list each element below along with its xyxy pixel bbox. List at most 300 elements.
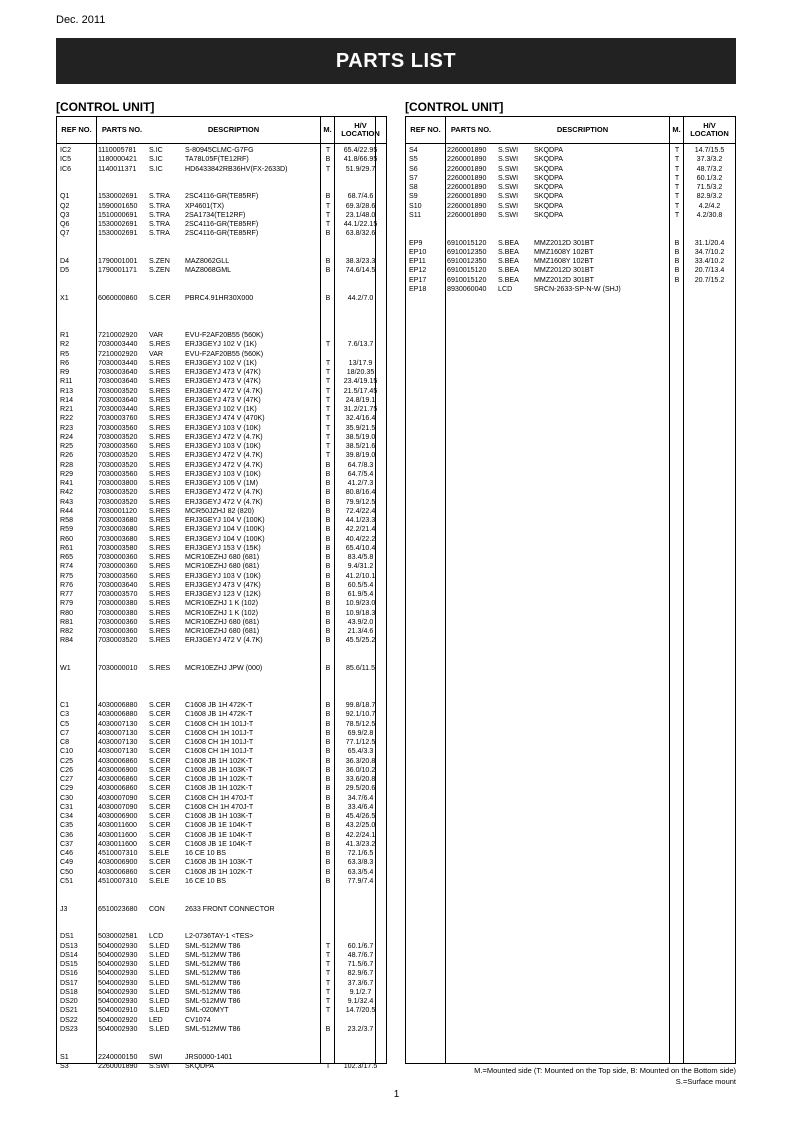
type-cell: S.SWI	[498, 210, 519, 219]
ref-cell: EP17	[409, 275, 427, 284]
type-cell: S.BEA	[498, 247, 519, 256]
ref-cell: R44	[60, 506, 74, 515]
parts-no-cell: 4030006860	[98, 756, 138, 765]
table-row	[57, 451, 386, 460]
description-cell: C1608 JB 1H 102K-T	[185, 775, 253, 783]
description-cell: C1608 JB 1H 103K-T	[185, 812, 253, 820]
ref-cell: R21	[60, 405, 74, 413]
description-cell: C1608 CH 1H 470J-T	[185, 793, 254, 802]
table-row	[57, 146, 386, 155]
parts-no-cell: 7030003520	[98, 497, 138, 506]
description-cell: 2633 FRONT CONNECTOR	[185, 904, 275, 913]
table-row	[57, 562, 386, 571]
type-cell: S.RES	[149, 534, 171, 543]
type-cell: S.ZEN	[149, 257, 170, 265]
table-row	[57, 1034, 386, 1043]
description-cell: C1608 JB 1E 104K-T	[185, 839, 253, 848]
type-cell: S.RES	[149, 451, 171, 460]
location-cell: 23.2/3.7	[347, 1024, 374, 1033]
mount-cell: T	[674, 183, 680, 191]
description-cell: MCR10EZHJ 680 (681)	[185, 617, 260, 626]
location-cell: 60.1/3.2	[696, 173, 723, 182]
table-row	[57, 1025, 386, 1034]
table-row	[406, 276, 735, 285]
type-cell: S.RES	[149, 562, 171, 571]
parts-no-cell: 6910012350	[447, 247, 487, 256]
ref-cell: C1	[60, 701, 70, 709]
location-cell: 43.2/25.0	[345, 821, 376, 830]
parts-no-cell: 7030000380	[98, 608, 138, 617]
description-cell: MCR10EZHJ 680 (681)	[185, 553, 260, 561]
parts-no-cell: 5040002930	[98, 1024, 138, 1033]
table-row	[57, 969, 386, 978]
table-row	[57, 923, 386, 932]
type-cell: S.TRA	[149, 210, 170, 219]
ref-cell: R22	[60, 414, 74, 423]
location-cell: 72.4/22.4	[345, 506, 376, 515]
description-cell: C1608 CH 1H 470J-T	[185, 802, 254, 811]
ref-cell: C30	[60, 793, 74, 802]
ref-cell: Q6	[60, 220, 70, 228]
table-header	[57, 117, 386, 144]
table-row	[57, 424, 386, 433]
table-row	[57, 303, 386, 312]
description-cell: MMZ2012D 301BT	[534, 275, 594, 284]
type-cell: S.SWI	[149, 1061, 170, 1070]
parts-no-cell: 2260001890	[447, 155, 487, 164]
ref-cell: Q1	[60, 192, 70, 201]
table-row	[57, 895, 386, 904]
type-cell: SWI	[149, 1052, 163, 1061]
location-cell: 45.4/26.5	[345, 812, 376, 820]
location-cell: 10.9/18.3	[345, 608, 376, 617]
ref-cell: C29	[60, 784, 74, 793]
description-cell: SKQDPA	[534, 173, 564, 182]
ref-cell: S10	[409, 201, 422, 210]
table-row	[57, 821, 386, 830]
parts-no-cell: 5040002930	[98, 978, 138, 987]
table-row	[57, 868, 386, 877]
parts-table-right	[405, 116, 736, 1064]
table-row	[57, 433, 386, 442]
location-cell: 20.7/15.2	[694, 275, 725, 284]
type-cell: S.CER	[149, 784, 171, 793]
type-cell: S.RES	[149, 590, 171, 598]
table-row	[406, 183, 735, 192]
table-row	[57, 220, 386, 229]
parts-no-cell: 7030003560	[98, 442, 138, 450]
header-m: M.	[323, 124, 332, 134]
location-cell: 71.5/3.2	[696, 183, 723, 191]
location-cell: 24.8/19.1	[345, 395, 376, 404]
mount-cell: T	[325, 442, 331, 450]
mount-cell: T	[325, 987, 331, 996]
mount-cell: T	[325, 423, 331, 432]
parts-no-cell: 4030011600	[98, 821, 137, 830]
type-cell: S.LED	[149, 1006, 170, 1015]
type-cell: S.RES	[149, 469, 171, 478]
ref-cell: R41	[60, 479, 74, 487]
description-cell: C1608 JB 1E 104K-T	[185, 830, 253, 839]
table-row	[57, 322, 386, 331]
table-row	[57, 757, 386, 766]
mount-cell: B	[674, 238, 680, 247]
location-cell: 10.9/23.0	[345, 599, 376, 608]
ref-cell: EP18	[409, 284, 427, 293]
type-cell: S.RES	[149, 580, 171, 589]
header-parts: PARTS NO.	[101, 124, 143, 134]
ref-cell: R24	[60, 432, 74, 441]
description-cell: ERJ3GEYJ 104 V (100K)	[185, 516, 265, 524]
mount-cell: B	[325, 590, 331, 598]
table-row	[57, 673, 386, 682]
ref-cell: C46	[60, 849, 74, 857]
location-cell: 18/20.35	[346, 368, 375, 376]
mount-cell: B	[325, 192, 331, 201]
table-row	[57, 775, 386, 784]
table-row	[406, 229, 735, 238]
type-cell: S.RES	[149, 506, 171, 515]
parts-no-cell: 5040002930	[98, 987, 138, 996]
description-cell: ERJ3GEYJ 472 V (4.7K)	[185, 488, 263, 497]
ref-cell: S9	[409, 192, 418, 201]
header-description: DESCRIPTION	[556, 124, 609, 134]
type-cell: S.RES	[149, 664, 171, 672]
mount-cell: B	[325, 747, 331, 756]
description-cell: HD6433842RB36HV(FX-2633D)	[185, 164, 288, 173]
parts-no-cell: 1790001001	[98, 257, 138, 265]
description-cell: SKQDPA	[185, 1061, 215, 1070]
description-cell: C1608 CH 1H 101J-T	[185, 719, 254, 728]
type-cell: S.CER	[149, 830, 171, 839]
type-cell: S.SWI	[498, 155, 519, 164]
type-cell: S.IC	[149, 146, 163, 154]
description-cell: C1608 JB 1H 102K-T	[185, 867, 253, 876]
parts-no-cell: 7030003560	[98, 469, 138, 478]
table-row	[57, 729, 386, 738]
mount-cell: B	[325, 738, 331, 746]
header-location: H/V LOCATION	[341, 120, 380, 138]
parts-no-cell: 5040002920	[98, 1015, 138, 1024]
mount-cell: B	[325, 756, 331, 765]
description-cell: L2-0736TAY-1 <TES>	[185, 932, 254, 941]
ref-cell: R9	[60, 368, 70, 376]
location-cell: 9.1/2.7	[349, 987, 372, 996]
parts-no-cell: 1790001171	[98, 266, 137, 275]
ref-cell: C25	[60, 756, 74, 765]
mount-cell: T	[325, 146, 331, 154]
ref-cell: C27	[60, 775, 74, 783]
parts-no-cell: 1510000691	[98, 210, 138, 219]
description-cell: 16 CE 10 BS	[185, 876, 227, 885]
parts-no-cell: 7030003520	[98, 488, 138, 497]
location-cell: 42.2/21.4	[345, 525, 376, 534]
mount-cell: B	[325, 830, 331, 839]
ref-cell: IC2	[60, 146, 72, 154]
description-cell: SKQDPA	[534, 201, 564, 210]
table-row	[57, 174, 386, 183]
mount-cell: T	[674, 192, 680, 201]
table-row	[406, 285, 735, 294]
mount-cell: B	[325, 469, 331, 478]
mount-cell: B	[325, 571, 331, 580]
location-cell: 36.0/10.2	[345, 765, 376, 774]
table-row	[57, 803, 386, 812]
header-parts: PARTS NO.	[450, 124, 492, 134]
ref-cell: R14	[60, 395, 74, 404]
type-cell: S.LED	[149, 941, 170, 950]
location-cell: 41.3/23.2	[345, 839, 376, 848]
type-cell: S.RES	[149, 516, 171, 524]
parts-no-cell: 5030002581	[98, 932, 138, 941]
location-cell: 65.4/10.4	[345, 543, 376, 552]
parts-no-cell: 5040002910	[98, 1006, 138, 1015]
table-row	[57, 350, 386, 359]
location-cell: 4.2/4.2	[698, 201, 721, 210]
description-cell: SML-512MW T86	[185, 960, 241, 968]
ref-cell: S6	[409, 164, 418, 173]
parts-no-cell: 1530002691	[98, 229, 138, 238]
table-row	[57, 544, 386, 553]
table-row	[57, 812, 386, 821]
ref-cell: R74	[60, 562, 74, 571]
location-cell: 21.3/4.6	[347, 627, 374, 635]
table-row	[57, 535, 386, 544]
table-row	[57, 997, 386, 1006]
description-cell: C1608 JB 1H 472K-T	[185, 701, 253, 709]
description-cell: MCR10EZHJ 680 (681)	[185, 627, 260, 635]
location-cell: 82.9/6.7	[347, 969, 374, 978]
header-ref: REF NO.	[61, 124, 92, 134]
type-cell: S.RES	[149, 432, 171, 441]
description-cell: 16 CE 10 BS	[185, 849, 227, 857]
ref-cell: Q2	[60, 201, 70, 210]
location-cell: 63.3/5.4	[347, 867, 374, 876]
parts-no-cell: 4030011600	[98, 839, 137, 848]
type-cell: S.BEA	[498, 238, 519, 247]
mount-cell: T	[325, 220, 331, 228]
mount-cell: B	[325, 229, 331, 238]
mount-cell: T	[325, 414, 331, 423]
description-cell: ERJ3GEYJ 472 V (4.7K)	[185, 432, 263, 441]
mount-cell: B	[325, 479, 331, 487]
parts-no-cell: 4030006880	[98, 701, 138, 709]
mount-cell: B	[325, 488, 331, 497]
table-row	[57, 368, 386, 377]
description-cell: MCR10EZHJ 1 K (102)	[185, 599, 258, 608]
location-cell: 36.3/20.8	[345, 756, 376, 765]
parts-no-cell: 2260001890	[98, 1061, 138, 1070]
mount-cell: B	[325, 562, 331, 571]
table-row	[57, 516, 386, 525]
type-cell: S.ELE	[149, 876, 170, 885]
table-row	[57, 165, 386, 174]
location-cell: 39.8/19.0	[345, 451, 376, 460]
ref-cell: DS18	[60, 987, 78, 996]
location-cell: 9.4/31.2	[347, 562, 374, 571]
ref-cell: C5	[60, 719, 70, 728]
description-cell: SML-020MYT	[185, 1006, 229, 1015]
ref-cell: DS13	[60, 941, 78, 950]
mount-cell: B	[325, 1024, 331, 1033]
type-cell: S.LED	[149, 987, 170, 996]
ref-cell: C49	[60, 858, 74, 867]
location-cell: 23.1/48.0	[345, 210, 376, 219]
table-row	[57, 905, 386, 914]
parts-no-cell: 7030003640	[98, 368, 138, 376]
ref-cell: R84	[60, 636, 74, 645]
table-row	[57, 849, 386, 858]
mount-cell: B	[325, 793, 331, 802]
type-cell: S.RES	[149, 525, 171, 534]
ref-cell: R2	[60, 340, 70, 349]
type-cell: S.SWI	[498, 173, 519, 182]
type-cell: S.BEA	[498, 275, 519, 284]
ref-cell: C37	[60, 839, 74, 848]
table-row	[406, 155, 735, 164]
location-cell: 20.7/13.4	[694, 266, 725, 275]
ref-cell: S4	[409, 146, 418, 154]
table-row	[57, 294, 386, 303]
mount-cell: B	[325, 701, 331, 709]
ref-cell: S8	[409, 183, 418, 191]
mount-cell: T	[325, 432, 331, 441]
type-cell: S.CER	[149, 738, 171, 746]
description-cell: ERJ3GEYJ 102 V (1K)	[185, 340, 257, 349]
table-body-right	[406, 146, 735, 294]
description-cell: ERJ3GEYJ 103 V (10K)	[185, 423, 261, 432]
type-cell: S.CER	[149, 793, 171, 802]
mount-cell: B	[325, 516, 331, 524]
parts-no-cell: 8930060040	[447, 284, 487, 293]
type-cell: LED	[149, 1015, 163, 1024]
description-cell: MCR10EZHJ 1 K (102)	[185, 608, 258, 617]
type-cell: S.RES	[149, 627, 171, 635]
description-cell: SKQDPA	[534, 183, 564, 191]
location-cell: 33.4/10.2	[694, 257, 725, 265]
type-cell: S.CER	[149, 701, 171, 709]
location-cell: 102.3/17.5	[343, 1061, 378, 1070]
mount-cell: B	[674, 257, 680, 265]
location-cell: 71.5/6.7	[347, 960, 374, 968]
type-cell: S.CER	[149, 775, 171, 783]
ref-cell: C10	[60, 747, 74, 756]
location-cell: 41.2/7.3	[347, 479, 374, 487]
location-cell: 44.1/22.15	[343, 220, 378, 228]
mount-cell: T	[674, 155, 680, 164]
footnote-mounted-side: M.=Mounted side (T: Mounted on the Top side, B: Mounted on the Bottom side)	[474, 1066, 736, 1075]
type-cell: S.RES	[149, 386, 171, 395]
parts-no-cell: 7030003560	[98, 571, 138, 580]
mount-cell: T	[674, 164, 680, 173]
location-cell: 4.2/30.8	[696, 210, 723, 219]
description-cell: ERJ3GEYJ 473 V (47K)	[185, 395, 261, 404]
parts-no-cell: 4030006860	[98, 867, 138, 876]
parts-no-cell: 4030006900	[98, 812, 138, 820]
description-cell: ERJ3GEYJ 472 V (4.7K)	[185, 386, 263, 395]
table-row	[57, 257, 386, 266]
description-cell: SML-512MW T86	[185, 950, 241, 959]
description-cell: SML-512MW T86	[185, 978, 241, 987]
type-cell: S.CER	[149, 802, 171, 811]
ref-cell: C51	[60, 876, 74, 885]
table-row	[57, 831, 386, 840]
table-row	[57, 979, 386, 988]
parts-no-cell: 2260001890	[447, 210, 487, 219]
table-row	[57, 960, 386, 969]
table-row	[57, 914, 386, 923]
mount-cell: B	[325, 719, 331, 728]
description-cell: XP4601(TX)	[185, 201, 225, 210]
type-cell: S.RES	[149, 608, 171, 617]
table-row	[57, 183, 386, 192]
parts-no-cell: 7030003800	[98, 479, 138, 487]
parts-no-cell: 1530002691	[98, 192, 138, 201]
parts-no-cell: 7030000360	[98, 553, 138, 561]
mount-cell: B	[325, 867, 331, 876]
parts-no-cell: 4030007090	[98, 793, 138, 802]
header-description: DESCRIPTION	[207, 124, 260, 134]
table-row	[57, 618, 386, 627]
type-cell: S.CER	[149, 756, 171, 765]
type-cell: S.RES	[149, 414, 171, 423]
ref-cell: J3	[60, 904, 68, 913]
parts-no-cell: 7030003680	[98, 516, 138, 524]
ref-cell: R82	[60, 627, 74, 635]
location-cell: 31.2/21.75	[343, 405, 378, 413]
table-row	[57, 599, 386, 608]
description-cell: ERJ3GEYJ 472 V (4.7K)	[185, 636, 263, 645]
ref-cell: R81	[60, 617, 74, 626]
description-cell: ERJ3GEYJ 103 V (10K)	[185, 571, 261, 580]
type-cell: S.RES	[149, 340, 171, 349]
table-row	[57, 1016, 386, 1025]
type-cell: S.IC	[149, 155, 163, 164]
mount-cell: B	[325, 534, 331, 543]
location-cell: 99.8/18.7	[345, 701, 376, 709]
mount-cell: T	[325, 950, 331, 959]
ref-cell: IC5	[60, 155, 72, 164]
description-cell: SKQDPA	[534, 164, 564, 173]
description-cell: MMZ2012D 301BT	[534, 238, 594, 247]
type-cell: S.CER	[149, 747, 171, 756]
table-row	[57, 932, 386, 941]
parts-no-cell: 7030003680	[98, 534, 138, 543]
mount-cell: B	[325, 710, 331, 719]
ref-cell: R13	[60, 386, 74, 395]
parts-no-cell: 2260001890	[447, 192, 487, 201]
page-number: 1	[393, 1089, 400, 1100]
table-row	[57, 609, 386, 618]
table-row	[406, 220, 735, 229]
parts-no-cell: 7030000380	[98, 599, 138, 608]
table-row	[57, 1043, 386, 1052]
mount-cell: B	[325, 636, 331, 645]
location-cell: 74.6/14.5	[345, 266, 376, 275]
table-row	[57, 192, 386, 201]
description-cell: SML-512MW T86	[185, 987, 241, 996]
description-cell: 2SC4116-GR(TE85RF)	[185, 229, 259, 238]
location-cell: 68.7/4.6	[347, 192, 374, 201]
parts-no-cell: 4510007310	[98, 849, 138, 857]
location-cell: 29.5/20.6	[345, 784, 376, 793]
ref-cell: R28	[60, 460, 74, 469]
table-row	[406, 165, 735, 174]
table-row	[57, 377, 386, 386]
parts-no-cell: 7030003440	[98, 340, 138, 349]
table-row	[406, 211, 735, 220]
location-cell: 48.7/6.7	[347, 950, 374, 959]
